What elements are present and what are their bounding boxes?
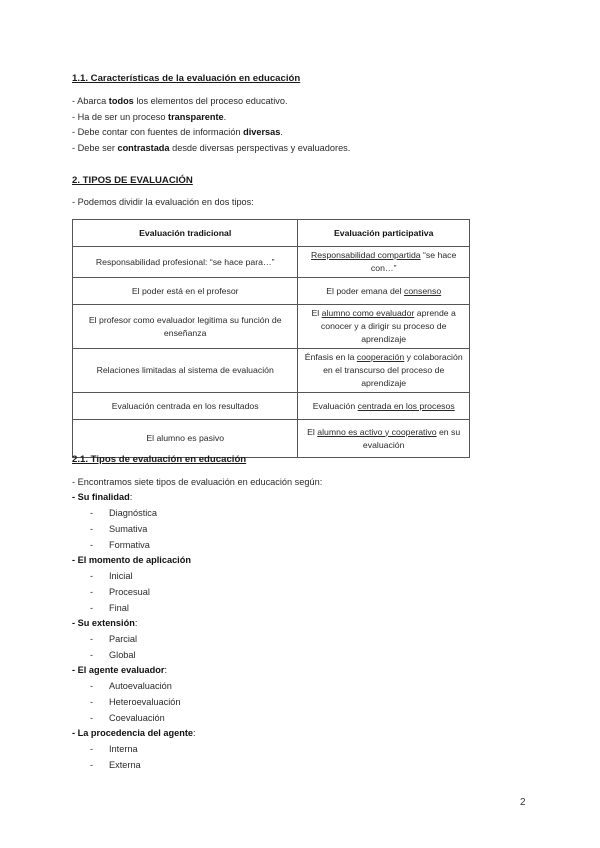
header-participative: Evaluación participativa <box>298 220 470 247</box>
section-2-heading: 2. TIPOS DE EVALUACIÓN <box>72 175 193 186</box>
list-item: - Procesual <box>90 587 150 597</box>
bullet-line: - Debe ser contrastada desde diversas perspectivas y evaluadores. <box>72 143 351 153</box>
cell-participative: Responsabilidad compartida “se hace con…” <box>298 247 470 278</box>
list-item: - Coevaluación <box>90 713 165 723</box>
list-item: - Sumativa <box>90 524 148 534</box>
cell-participative: Evaluación centrada en los procesos <box>298 393 470 420</box>
table-row <box>73 247 470 278</box>
cell-traditional: Relaciones limitadas al sistema de evaluación <box>73 349 298 393</box>
list-item: - Final <box>90 603 129 613</box>
table-row <box>73 420 470 458</box>
table-row <box>73 349 470 393</box>
list-item: - Heteroevaluación <box>90 697 181 707</box>
category-finalidad: - Su finalidad: <box>72 492 133 502</box>
list-item: - Global <box>90 650 136 660</box>
section-2-1-intro: - Encontramos siete tipos de evaluación en educación según: <box>72 477 323 487</box>
page-number: 2 <box>520 797 526 808</box>
bullet-line: - Debe contar con fuentes de información diversas. <box>72 127 283 137</box>
section-2-1-heading: 2.1. Tipos de evaluación en educación <box>72 454 247 465</box>
table-row <box>73 393 470 420</box>
table-row <box>73 305 470 349</box>
bullet-line: - Abarca todos los elementos del proceso educativo. <box>72 96 288 106</box>
list-item: - Interna <box>90 744 138 754</box>
list-item: - Inicial <box>90 571 133 581</box>
table-row <box>73 278 470 305</box>
cell-participative: Énfasis en la cooperación y colaboración en el transcurso del proceso de aprendizaje <box>298 349 470 393</box>
evaluation-comparison-table <box>72 219 470 458</box>
cell-participative: El alumno como evaluador aprende a conocer y a dirigir su proceso de aprendizaje <box>298 305 470 349</box>
list-item: - Autoevaluación <box>90 681 172 691</box>
cell-participative: El alumno es activo y cooperativo en su evaluación <box>298 420 470 458</box>
cell-traditional: El poder está en el profesor <box>73 278 298 305</box>
category-agente: - El agente evaluador: <box>72 665 167 675</box>
cell-traditional: Responsabilidad profesional: “se hace para…” <box>73 247 298 278</box>
cell-traditional: El alumno es pasivo <box>73 420 298 458</box>
table-header-row <box>73 220 470 247</box>
cell-traditional: El profesor como evaluador legitima su función de enseñanza <box>73 305 298 349</box>
header-traditional: Evaluación tradicional <box>73 220 298 247</box>
category-extension: - Su extensión: <box>72 618 138 628</box>
section-1-1-heading: 1.1. Características de la evaluación en educación <box>72 73 301 84</box>
list-item: - Diagnóstica <box>90 508 158 518</box>
list-item: - Parcial <box>90 634 138 644</box>
bullet-line: - Ha de ser un proceso transparente. <box>72 112 227 122</box>
list-item: - Formativa <box>90 540 150 550</box>
list-item: - Externa <box>90 760 141 770</box>
section-2-intro: - Podemos dividir la evaluación en dos tipos: <box>72 197 254 207</box>
cell-participative: El poder emana del consenso <box>298 278 470 305</box>
category-momento: - El momento de aplicación <box>72 555 191 565</box>
cell-traditional: Evaluación centrada en los resultados <box>73 393 298 420</box>
category-procedencia: - La procedencia del agente: <box>72 728 196 738</box>
